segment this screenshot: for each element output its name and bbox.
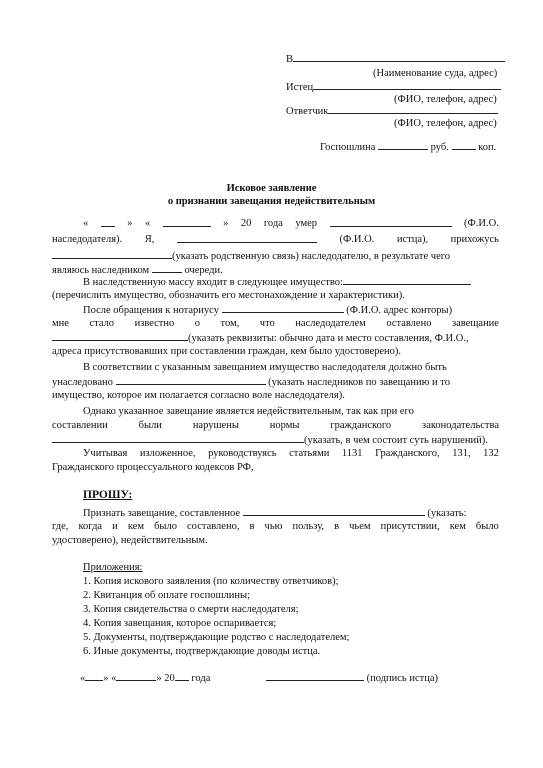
word: кем — [449, 521, 466, 532]
plaintiff-line — [286, 80, 501, 94]
p1-text: (указать родственную связь) наследодателю, в результате чего — [172, 251, 451, 262]
p5-line-2 — [52, 419, 499, 432]
p1-line-3 — [52, 249, 450, 263]
footer-date — [80, 671, 210, 685]
footer-year-field[interactable] — [175, 671, 189, 681]
word: 132 — [483, 448, 499, 459]
word: изложенное, — [139, 448, 196, 459]
signature-line — [266, 671, 438, 685]
estate-field[interactable] — [343, 275, 471, 285]
word: что — [259, 318, 275, 329]
quote-close: » — [103, 673, 109, 684]
p3-line-4: адреса присутствовавших при составлении граждан, кем было удостоверено). — [52, 346, 402, 357]
p5-text: (указать, в чем состоит суть нарушений). — [304, 435, 488, 446]
word: пользу, — [292, 521, 325, 532]
p1-text: являюсь наследником — [52, 265, 150, 276]
word: 1131 — [341, 448, 363, 459]
word: Гражданского, — [375, 448, 440, 459]
p1-line-2 — [52, 233, 499, 246]
p3-text: (Ф.И.О. адрес конторы) — [346, 305, 453, 316]
word: том, — [220, 318, 240, 329]
word: когда — [78, 521, 103, 532]
defendant-field[interactable] — [328, 104, 498, 114]
word: известно — [134, 318, 175, 329]
word: присутствии, — [380, 521, 440, 532]
p6-line-1 — [83, 447, 499, 460]
word: стало — [89, 318, 115, 329]
quote-close: » — [127, 218, 133, 229]
p5-line-1: Однако указанное завещание является недействительным, так как при его — [83, 406, 414, 417]
word: наследодателем — [295, 318, 366, 329]
word: наследодателя). — [52, 234, 123, 245]
word: завещание — [451, 318, 499, 329]
plaintiff-field[interactable] — [313, 80, 501, 90]
p1-line-1 — [83, 217, 499, 230]
word: 131, — [452, 448, 471, 459]
word: чьем — [349, 521, 371, 532]
quote-open: « — [144, 218, 151, 229]
request-heading: ПРОШУ: — [83, 489, 133, 501]
footer-year: 20 — [164, 673, 175, 684]
word: составлено, — [187, 521, 240, 532]
p2-line-1 — [83, 275, 471, 289]
footer-day-field[interactable] — [85, 671, 103, 681]
word: Я, — [144, 234, 155, 245]
month-field[interactable] — [163, 217, 211, 227]
court-field[interactable] — [293, 52, 505, 62]
word: было — [475, 521, 499, 532]
fee-rub: руб. — [430, 142, 449, 153]
court-line — [286, 52, 505, 66]
year-prefix: 20 — [240, 218, 252, 229]
p4-text: унаследовано — [52, 377, 113, 388]
p4-line-1: В соответствии с указанным завещанием имущество наследодателя должно быть — [83, 362, 447, 373]
attachment-item: 3. Копия свидетельства о смерти наследодателя; — [83, 604, 299, 615]
word: (Ф.И.О. — [339, 234, 375, 245]
word: гражданского — [330, 420, 392, 431]
request-line-2 — [52, 520, 499, 533]
attachment-item: 6. Иные документы, подтверждающие доводы истца. — [83, 646, 321, 657]
p3-text: (указать реквизиты: обычно дата и место составления, Ф.И.О., — [188, 333, 469, 344]
fee-rub-field[interactable] — [378, 140, 428, 150]
word: оставлено — [386, 318, 432, 329]
attachment-item: 5. Документы, подтверждающие родство с наследодателем; — [83, 632, 350, 643]
word: составлении — [52, 420, 108, 431]
p5-line-3 — [52, 433, 488, 447]
p1-text: очереди. — [184, 265, 223, 276]
attachment-item: 4. Копия завещания, которое оспаривается; — [83, 618, 277, 629]
request-line-1 — [83, 506, 467, 520]
word: Учитывая — [83, 448, 128, 459]
attachment-item: 1. Копия искового заявления (по количеству ответчиков); — [83, 576, 339, 587]
court-hint: (Наименование суда, адрес) — [373, 68, 498, 79]
request-text: (указать: — [427, 508, 467, 519]
word: где, — [52, 521, 69, 532]
p4-text: (указать наследников по завещанию и то — [268, 377, 450, 388]
attachment-item: 2. Квитанция об оплате госпошлины; — [83, 590, 250, 601]
day-field[interactable] — [101, 217, 115, 227]
relation-2-field[interactable] — [52, 249, 172, 259]
heirs-field[interactable] — [116, 375, 266, 385]
title-line-2: о признании завещания недействительным — [167, 196, 376, 207]
word: в — [249, 521, 255, 532]
quote-close: » — [156, 673, 162, 684]
heir-order-field[interactable] — [152, 263, 182, 273]
word: было — [154, 521, 177, 532]
will-details-field[interactable] — [52, 331, 188, 341]
defendant-line — [286, 104, 498, 118]
word: (Ф.И.О. — [464, 218, 499, 229]
fee-kop-field[interactable] — [452, 140, 476, 150]
p3-text: После обращения к нотариусу — [83, 305, 219, 316]
word: чью — [264, 521, 283, 532]
footer-year-word: года — [191, 673, 211, 684]
quote-close: » — [223, 218, 229, 229]
p2-line-2: (перечислить имущество, обозначить его местонахождение и характеристики). — [52, 290, 405, 301]
fee-kop: коп. — [478, 142, 497, 153]
word: прихожусь — [450, 234, 499, 245]
word: мне — [52, 318, 69, 329]
will-info-field[interactable] — [243, 506, 425, 516]
request-text: Признать завещание, составленное — [83, 508, 241, 519]
plaintiff-hint: (ФИО, телефон, адрес) — [394, 94, 497, 105]
word: и — [112, 521, 118, 532]
p3-line-1 — [83, 303, 452, 317]
word: в — [334, 521, 340, 532]
word: кем — [127, 521, 144, 532]
word: статьями — [289, 448, 330, 459]
p6-line-2: Гражданского процессуального кодексов РФ, — [52, 462, 254, 473]
fee-line — [320, 140, 496, 154]
word: истца), — [396, 234, 429, 245]
quote-open: « — [83, 218, 89, 229]
word: нарушены — [192, 420, 239, 431]
word: нормы — [269, 420, 300, 431]
p2-text: В наследственную массу входит в следующее имущество: — [83, 277, 343, 288]
word: о — [194, 318, 201, 329]
word: руководствуясь — [208, 448, 277, 459]
attachments-heading: Приложения: — [83, 562, 143, 573]
violations-field[interactable] — [52, 433, 304, 443]
fee-label: Госпошлина — [320, 142, 376, 153]
word: года — [263, 218, 283, 229]
footer-month-field[interactable] — [116, 671, 156, 681]
p4-line-3: имущество, которое им полагается согласно воле наследодателя). — [52, 390, 345, 401]
signature-field[interactable] — [266, 671, 364, 681]
title-line-1: Исковое заявление — [226, 183, 317, 194]
p3-line-3 — [52, 331, 469, 345]
relation-field[interactable] — [177, 233, 317, 243]
defendant-label: Ответчик — [286, 106, 329, 117]
court-prefix: В — [286, 54, 294, 65]
request-line-3: удостоверено), недействительным. — [52, 535, 208, 546]
quote-open: « — [80, 673, 86, 684]
word: были — [138, 420, 162, 431]
signature-hint: (подпись истца) — [366, 673, 438, 684]
plaintiff-label: Истец — [286, 82, 314, 93]
word: умер — [295, 218, 318, 229]
quote-open: « — [111, 673, 117, 684]
deceased-name-field[interactable] — [330, 217, 452, 227]
p4-line-2 — [52, 375, 450, 389]
p3-line-2 — [52, 317, 499, 330]
notary-field[interactable] — [222, 303, 344, 313]
defendant-hint: (ФИО, телефон, адрес) — [394, 118, 497, 129]
word: законодательства — [422, 420, 499, 431]
